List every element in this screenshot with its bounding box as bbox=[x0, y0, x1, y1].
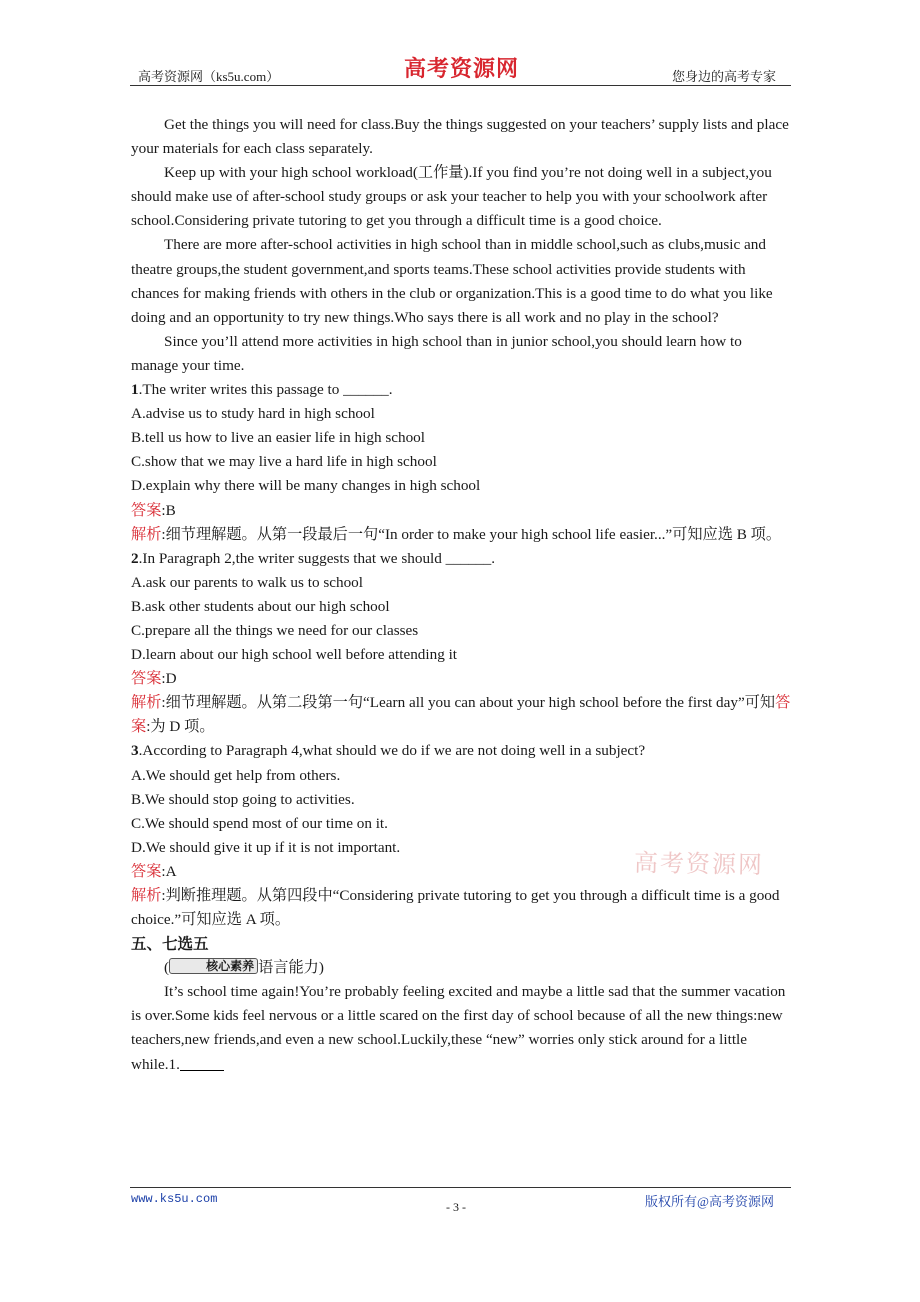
question-number: 3 bbox=[131, 742, 139, 760]
analysis-label: 解析 bbox=[131, 694, 162, 712]
inline-answer-label: 答案 bbox=[131, 694, 791, 736]
analysis-line bbox=[131, 523, 791, 547]
answer-value: :D bbox=[161, 670, 177, 688]
watermark: 高考资源网 bbox=[633, 848, 765, 880]
paren-open: ( bbox=[164, 959, 170, 977]
analysis-line bbox=[131, 884, 791, 932]
footer-copyright: 版权所有@高考资源网 bbox=[645, 1194, 774, 1209]
core-literacy-badge: 核心素养 bbox=[169, 958, 258, 974]
answer-value: :B bbox=[161, 501, 176, 519]
footer-website-link[interactable]: www.ks5u.com bbox=[131, 1192, 218, 1206]
answer-value: :A bbox=[161, 862, 177, 880]
analysis-text-end: :为 D 项。 bbox=[146, 718, 215, 736]
question-stem bbox=[131, 378, 791, 402]
passage-paragraph: Get the things you will need for class.Buy the things suggested on your teachers’ supply lists and place your materials for each class separately. bbox=[131, 116, 789, 158]
analysis-text: :细节理解题。从第二段第一句“Learn all you can about your high school before the first day”可知 bbox=[161, 694, 776, 712]
option: C.show that we may live a hard life in high school bbox=[131, 453, 437, 471]
question-text: .In Paragraph 2,the writer suggests that we should ______. bbox=[138, 549, 496, 567]
analysis-line bbox=[131, 691, 791, 739]
option: C.prepare all the things we need for our classes bbox=[131, 621, 419, 639]
skill-label: 语言能力) bbox=[258, 959, 324, 977]
answer-label: 答案 bbox=[131, 670, 162, 688]
question-stem bbox=[131, 739, 791, 763]
header-divider bbox=[130, 85, 791, 86]
option: A.advise us to study hard in high school bbox=[131, 405, 375, 423]
footer-divider bbox=[130, 1187, 791, 1188]
section-paragraph-text: It’s school time again!You’re probably feeling excited and maybe a little sad that the summer vacation is over.Some kids feel nervous or a little scared on the first day of school because of all the new things:new teachers,new friends,and even a new school.Luckily,these “new” worries only stick around for a little while.1. bbox=[131, 983, 786, 1073]
option: A.We should get help from others. bbox=[131, 766, 341, 784]
question-number: 1 bbox=[131, 381, 139, 399]
question-stem bbox=[131, 547, 791, 571]
analysis-label: 解析 bbox=[131, 887, 162, 904]
passage-paragraph: There are more after-school activities in high school than in middle school,such as clubs,music and theatre groups,the student government,and sports teams.These school activities provide students with chances for making friends with others in the club or organization.This is a good time to do what you like doing and an opportunity to try new things.Who says there is all work and no play in the school? bbox=[131, 236, 773, 326]
question-text: .The writer writes this passage to ______. bbox=[138, 381, 393, 399]
option: B.tell us how to live an easier life in high school bbox=[131, 429, 425, 447]
option: D.explain why there will be many changes in high school bbox=[131, 477, 481, 495]
header-slogan: 您身边的高考专家 bbox=[672, 69, 777, 84]
option: D.We should give it up if it is not important. bbox=[131, 838, 401, 856]
option: B.ask other students about our high school bbox=[131, 597, 390, 615]
answer-label: 答案 bbox=[131, 862, 162, 880]
section-skill-line bbox=[131, 956, 791, 980]
section-title: 五、七选五 bbox=[131, 935, 209, 954]
option: B.We should stop going to activities. bbox=[131, 790, 355, 808]
answer-blank bbox=[180, 1056, 224, 1071]
analysis-label: 解析 bbox=[131, 525, 162, 543]
analysis-text: :细节理解题。从第一段最后一句“In order to make your high school life easier...”可知应选 B 项。 bbox=[161, 525, 782, 543]
option: C.We should spend most of our time on it. bbox=[131, 814, 388, 832]
document-body bbox=[131, 113, 791, 1077]
answer-line bbox=[131, 667, 791, 691]
option: D.learn about our high school well before attending it bbox=[131, 646, 458, 664]
header-logo: 高考资源网 bbox=[404, 56, 520, 81]
passage-paragraph: Keep up with your high school workload(工作量).If you find you’re not doing well in a subject,you should make use of after-school study groups or ask your teacher to help you with your schoolwork after school.Considering private tutoring to get you through a difficult time is a good choice. bbox=[131, 164, 772, 230]
question-text: .According to Paragraph 4,what should we do if we are not doing well in a subject? bbox=[138, 742, 646, 760]
question-number: 2 bbox=[131, 549, 139, 567]
option: A.ask our parents to walk us to school bbox=[131, 573, 363, 591]
analysis-text: :判断推理题。从第四段中“Considering private tutoring to get you through a difficult time is a good choice.”可知应选 A 项。 bbox=[131, 887, 780, 929]
passage-paragraph: Since you’ll attend more activities in high school than in junior school,you should learn how to manage your time. bbox=[131, 332, 742, 374]
header-site-name: 高考资源网（ks5u.com） bbox=[138, 69, 280, 84]
answer-label: 答案 bbox=[131, 501, 162, 519]
answer-line bbox=[131, 499, 791, 523]
section-paragraph bbox=[131, 980, 791, 1076]
page-number: - 3 - bbox=[446, 1200, 466, 1214]
